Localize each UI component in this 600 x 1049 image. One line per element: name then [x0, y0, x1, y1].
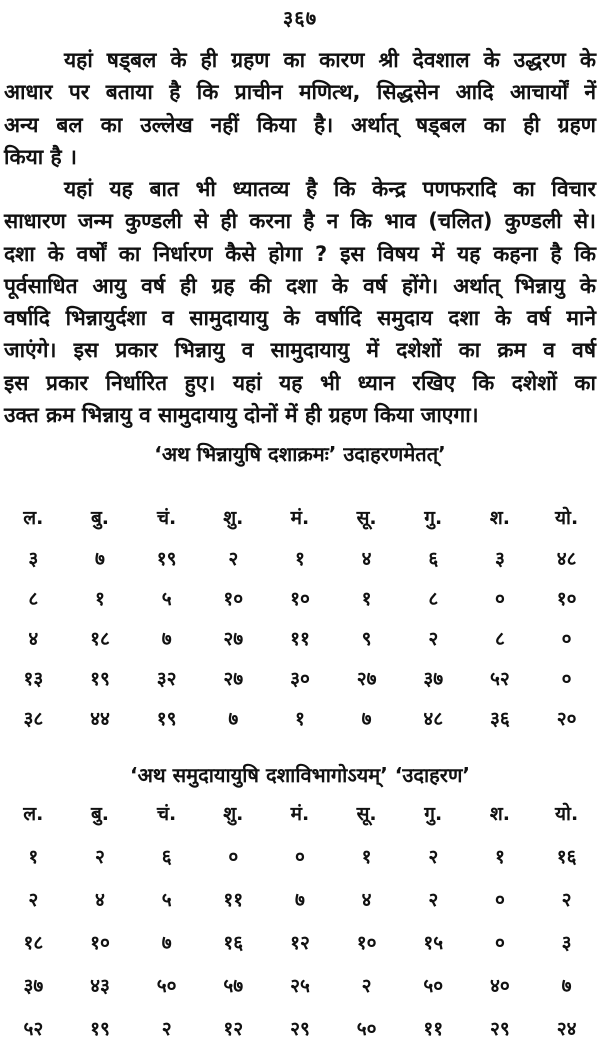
table-cell: २ — [428, 628, 439, 650]
paragraph-line: यहां षड्बल के ही ग्रहण का कारण श्री देवशाल के उद्धरण के — [64, 48, 596, 72]
table-cell: १९ — [156, 708, 177, 730]
table-cell: ८ — [494, 628, 505, 650]
table-cell: ५ — [161, 888, 172, 911]
table-cell: ५२ — [490, 668, 510, 690]
table-cell: ५ — [161, 588, 172, 610]
samudayayu-dasha-table — [0, 792, 600, 1049]
table-header-row — [0, 496, 600, 538]
column-header: गु. — [424, 507, 443, 529]
table-cell: ४८ — [423, 708, 444, 730]
table-cell: ४४ — [90, 708, 110, 730]
column-header: मं. — [290, 803, 310, 825]
table-cell: ७ — [95, 548, 105, 570]
table-cell: ७ — [161, 931, 172, 954]
table-cell: ७ — [228, 708, 239, 730]
table-cell: २५ — [290, 974, 310, 997]
table-cell: १२ — [290, 931, 310, 954]
table-cell: २ — [428, 845, 439, 868]
table-cell: ४ — [361, 548, 372, 570]
table-cell: ६ — [428, 548, 439, 570]
table-row — [0, 1006, 600, 1049]
table-cell: ३६ — [490, 708, 510, 730]
column-header: बु. — [90, 803, 110, 825]
table-cell: १० — [556, 588, 577, 610]
table-cell: १० — [356, 931, 377, 954]
table-cell: २ — [161, 1017, 172, 1040]
table-cell: ४ — [361, 888, 372, 911]
table-cell: २ — [228, 548, 239, 570]
table-cell: ११ — [423, 1017, 444, 1040]
paragraph-line: यहां यह बात भी ध्यातव्य है कि केन्द्र पणफरादि का विचार — [64, 177, 596, 201]
table-cell: १९ — [156, 548, 177, 570]
paragraph-line: वर्षादि भिन्नायुर्दशा व सामुदायायु के वर्षादि समुदाय दशा के वर्ष माने — [4, 306, 596, 331]
column-header: शु. — [223, 803, 244, 825]
table-row — [0, 698, 600, 738]
paragraph-line: इस प्रकार निर्धारित हुए। यहां यह भी ध्यान रखिए कि दशेशों का — [4, 370, 596, 395]
table-cell: ११ — [223, 888, 244, 911]
paragraph-2 — [4, 173, 596, 431]
table-cell: ६ — [161, 845, 172, 868]
table-row — [0, 877, 600, 920]
table-cell: २७ — [223, 628, 244, 650]
table-cell: ३२ — [156, 668, 177, 690]
table-cell: १८ — [90, 628, 110, 650]
table-cell: २४ — [556, 1017, 577, 1040]
table-cell: ३ — [561, 931, 572, 954]
paragraph-line: किया है । — [4, 144, 77, 169]
table-cell: १० — [90, 931, 110, 954]
table-cell: १९ — [90, 1017, 110, 1040]
table-cell: ५० — [356, 1017, 377, 1040]
column-header: यो. — [555, 803, 579, 825]
table-cell: १० — [290, 588, 310, 610]
paragraph-line: उक्त क्रम भिन्नायु व सामुदायायु दोनों में ही ग्रहण किया जाएगा। — [4, 403, 479, 428]
column-header: चं. — [156, 803, 177, 825]
table-cell: ३ — [28, 548, 39, 570]
paragraph-line: साधारण जन्म कुण्डली से ही करना है न कि भाव (चलित) कुण्डली से। — [4, 209, 596, 234]
table-cell: २९ — [290, 1017, 310, 1040]
table-row — [0, 578, 600, 618]
table-cell: २७ — [223, 668, 244, 690]
table-cell: ३० — [290, 668, 310, 690]
column-header: सू. — [356, 507, 377, 529]
table-cell: ८ — [428, 588, 439, 610]
table-cell: २ — [28, 888, 39, 911]
table-cell: ४३ — [90, 974, 110, 997]
table-cell: २ — [361, 974, 372, 997]
table-row — [0, 618, 600, 658]
table-cell: ४० — [490, 974, 510, 997]
column-header: श. — [489, 507, 510, 529]
table-cell: ५० — [423, 974, 444, 997]
table-cell: ० — [561, 668, 572, 690]
table-cell: ७ — [361, 708, 372, 730]
table-cell: ९ — [361, 628, 372, 650]
table-cell: १ — [28, 845, 39, 868]
table-cell: १९ — [90, 668, 110, 690]
column-header: चं. — [156, 507, 177, 529]
bhinnayu-dasha-table — [0, 496, 600, 738]
table-cell: ० — [295, 845, 305, 868]
table-2-title: ‘अथ समुदायायुषि दशाविभागोऽयम्’ ‘उदाहरण’ — [129, 763, 471, 787]
column-header: श. — [489, 803, 510, 825]
column-header: शु. — [223, 507, 244, 529]
table-cell: ० — [494, 588, 505, 610]
table-cell: ७ — [161, 628, 172, 650]
paragraph-line: पूर्वसाधित आयु वर्ष ही ग्रह की दशा के वर्ष होंगे। अर्थात् भिन्नायु के — [4, 273, 596, 298]
column-header: बु. — [90, 507, 110, 529]
table-cell: १६ — [556, 845, 577, 868]
table-cell: १६ — [223, 931, 244, 954]
table-cell: ७ — [561, 974, 572, 997]
table-cell: १३ — [23, 668, 44, 690]
column-header: ल. — [23, 507, 44, 529]
table-row — [0, 963, 600, 1006]
table-cell: २९ — [490, 1017, 510, 1040]
table-cell: ५७ — [223, 974, 244, 997]
table-cell: ४८ — [556, 548, 577, 570]
paragraph-line: अन्य बल का उल्लेख नहीं किया है। अर्थात् षड्बल का ही ग्रहण — [4, 112, 596, 137]
paragraph-line: जाएंगे। इस प्रकार भिन्नायु व सामुदायायु में दशेशों का क्रम व वर्ष — [4, 338, 596, 363]
table-cell: ४ — [28, 628, 39, 650]
column-header: गु. — [424, 803, 443, 825]
paragraph-1 — [4, 44, 596, 173]
table-cell: ३ — [494, 548, 505, 570]
paragraph-line: दशा के वर्षों का निर्धारण कैसे होगा ? इस विषय में यह कहना है कि — [4, 241, 596, 266]
table-cell: ० — [494, 931, 505, 954]
table-cell: २७ — [356, 668, 377, 690]
column-header: मं. — [290, 507, 310, 529]
table-cell: ० — [494, 888, 505, 911]
table-cell: १ — [361, 588, 372, 610]
table-1-title: ‘अथ भिन्नायुषि दशाक्रमः’ उदाहरणमेतत्’ — [154, 442, 446, 466]
table-cell: ० — [561, 628, 572, 650]
table-cell: १५ — [423, 931, 444, 954]
table-cell: २ — [95, 845, 105, 868]
table-cell: १ — [494, 845, 505, 868]
table-cell: ३७ — [423, 668, 444, 690]
table-row — [0, 658, 600, 698]
table-cell: १ — [95, 588, 105, 610]
table-cell: १८ — [23, 931, 44, 954]
table-cell: १ — [295, 708, 305, 730]
table-row — [0, 920, 600, 963]
table-header-row — [0, 792, 600, 834]
table-cell: १ — [361, 845, 372, 868]
table-cell: ० — [228, 845, 239, 868]
page-number: ३६७ — [282, 6, 318, 30]
table-cell: ५२ — [23, 1017, 44, 1040]
table-cell: ५० — [156, 974, 177, 997]
table-cell: ३७ — [23, 974, 44, 997]
table-cell: २० — [556, 708, 577, 730]
table-cell: ४ — [95, 888, 105, 911]
table-cell: ८ — [28, 588, 39, 610]
column-header: यो. — [555, 507, 579, 529]
table-row — [0, 538, 600, 578]
table-cell: ३८ — [23, 708, 44, 730]
column-header: ल. — [23, 803, 44, 825]
table-cell: १२ — [223, 1017, 244, 1040]
table-cell: २ — [561, 888, 572, 911]
column-header: सू. — [356, 803, 377, 825]
table-cell: १ — [295, 548, 305, 570]
table-cell: ७ — [295, 888, 305, 911]
table-cell: १० — [223, 588, 244, 610]
table-cell: २ — [428, 888, 439, 911]
table-row — [0, 834, 600, 877]
table-cell: ११ — [290, 628, 310, 650]
paragraph-line: आधार पर बताया है कि प्राचीन मणित्थ, सिद्धसेन आदि आचार्यों नें — [4, 80, 596, 105]
